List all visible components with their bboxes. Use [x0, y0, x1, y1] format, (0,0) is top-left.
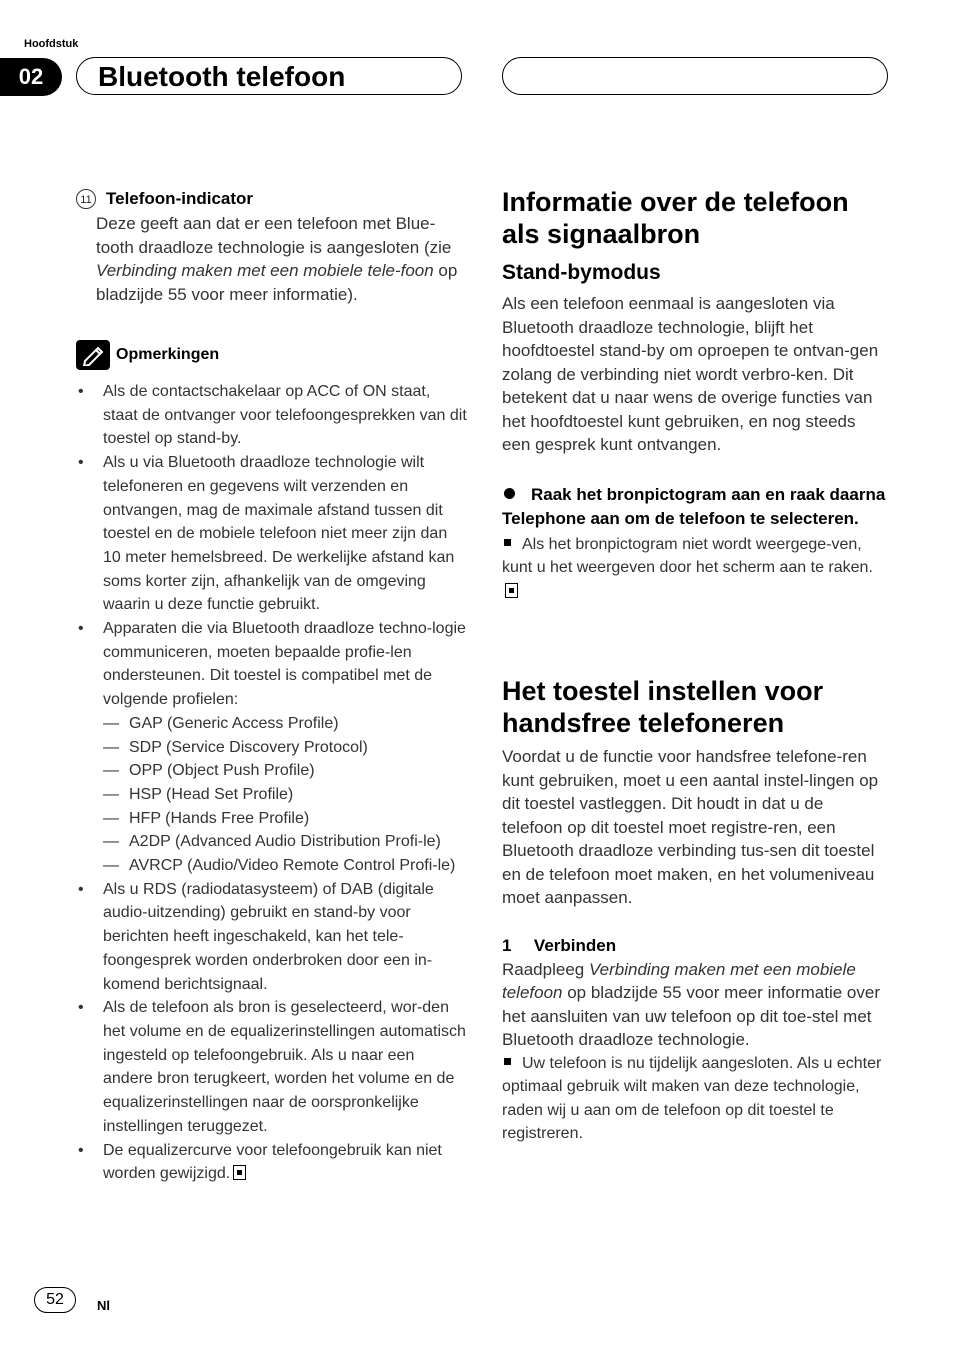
- step-text: Raadpleeg: [502, 959, 589, 979]
- step-title: Verbinden: [533, 935, 617, 955]
- end-of-section-icon: [505, 583, 518, 598]
- page-number: 52: [34, 1287, 76, 1313]
- item-telefoon-indicator: [76, 186, 468, 212]
- chapter-label: Hoofdstuk: [24, 38, 79, 50]
- note-item: [76, 617, 468, 878]
- step: [502, 934, 888, 958]
- pencil-icon: [76, 340, 110, 370]
- profile-item: — SDP (Service Discovery Protocol): [103, 736, 468, 760]
- profile-item: — OPP (Object Push Profile): [103, 759, 468, 783]
- item-text-continued: op bladzijde 55 voor meer informatie).: [96, 261, 458, 304]
- chapter-title: Bluetooth telefoon: [98, 61, 346, 92]
- right-column: [502, 186, 888, 1146]
- note-item: • Als de telefoon als bron is geselecteerd, wor-den het volume en de equalizerinstellingen automatisch ingesteld op telefoongebruik. Als u naar een andere bron terugkeert, worden het volume en de equalizerinstellingen naar de oorspronkelijke instellingen teruggezet.: [76, 996, 468, 1138]
- subsection-heading: Stand-bymodus: [502, 261, 661, 284]
- cross-reference-link: Verbinding maken met een mobiele tele-foon: [96, 261, 434, 280]
- profile-item: — GAP (Generic Access Profile): [103, 712, 468, 736]
- left-column: [76, 186, 468, 1186]
- note-item: • Als de contactschakelaar op ACC of ON staat, staat de ontvanger voor telefoongesprekken van dit toestel op stand-by.: [76, 380, 468, 451]
- chapter-number: 02: [0, 58, 62, 96]
- end-of-section-icon: [233, 1165, 246, 1180]
- note-text: De equalizercurve voor telefoongebruik kan niet worden gewijzigd.: [103, 1141, 442, 1183]
- section-title-frame: [502, 57, 888, 95]
- section-body: Voordat u de functie voor handsfree telefone-ren kunt gebruiken, moet u een aantal instel-lingen op dit toestel vastleggen. Dit houdt in dat u de telefoon op dit toestel moet registre-ren, een Bluetooth draadloze verbinding tus-sen dit toestel en de telefoon moet maken, en het volumeniveau moet aanpassen.: [502, 747, 879, 907]
- note-text: Als het bronpictogram niet wordt weergege-ven, kunt u het weergeven door het scherm aan te raken.: [502, 535, 873, 576]
- bullet-icon: [504, 488, 515, 499]
- note-text: Apparaten die via Bluetooth draadloze techno-logie communiceren, moeten bepaalde profie-len ondersteunen. Dit toestel is compatibel met de volgende profielen:: [103, 620, 466, 709]
- profile-item: — A2DP (Advanced Audio Distribution Profi-le): [103, 830, 468, 854]
- profile-item: — HSP (Head Set Profile): [103, 783, 468, 807]
- note-item: • Als u RDS (radiodatasysteem) of DAB (digitale audio-uitzending) gebruikt en stand-by voor berichten heeft ingeschakeld, kan het tele-foongesprek worden onderbroken door een in-komend berichtsignaal.: [76, 878, 468, 997]
- cross-reference-link: Verbinding maken met een mobiele telefoon: [502, 959, 856, 1002]
- item-heading: Telefoon-indicator: [106, 189, 254, 208]
- item-number-badge: 11: [76, 189, 96, 209]
- step-body: [502, 958, 888, 1052]
- square-bullet-icon: [504, 1058, 511, 1065]
- step-note: [502, 1052, 888, 1146]
- notes-title: Opmerkingen: [116, 346, 220, 363]
- item-description: [96, 212, 468, 306]
- profile-item: — AVRCP (Audio/Video Remote Control Profi-le): [103, 854, 468, 878]
- instruction: [502, 483, 888, 531]
- square-bullet-icon: [504, 539, 511, 546]
- item-text: Deze geeft aan dat er een telefoon met Blue-tooth draadloze technologie is aangesloten (zie: [96, 214, 452, 257]
- step-number: 1: [502, 935, 512, 955]
- step-text-continued: op bladzijde 55 voor meer informatie over het aansluiten van uw telefoon op dit toe-stel met Bluetooth draadloze technologie.: [502, 983, 880, 1049]
- instruction-text: Raak het bronpictogram aan en raak daarna Telephone aan om de telefoon te selecteren.: [502, 484, 886, 528]
- notes-list: [76, 380, 468, 1186]
- profile-item: — HFP (Hands Free Profile): [103, 807, 468, 831]
- section-heading: Het toestel instellen voor handsfree telefoneren: [502, 676, 824, 738]
- note-item: • Als u via Bluetooth draadloze technologie wilt telefoneren en gegevens wilt verzenden en ontvangen, mag de maximale afstand tussen dit toestel en de mobiele telefoon niet meer zijn dan 10 meter hemelsbreed. De werkelijke afstand kan soms korter zijn, afhankelijk van de omgeving waarin u deze functie gebruikt.: [76, 451, 468, 617]
- language-code: Nl: [97, 1298, 110, 1313]
- note-item: [76, 1139, 468, 1186]
- section-body: Als een telefoon eenmaal is aangesloten via Bluetooth draadloze technologie, blijft het hoofdtoestel stand-by om oproepen te ontvan-gen zolang de verbinding niet wordt verbro-ken. Dit betekent dat u naar wens de overige functies van het hoofdtoestel kunt gebruiken, en nog steeds een gesprek kunt ontvangen.: [502, 294, 879, 454]
- note-text: Uw telefoon is nu tijdelijk aangesloten. Als u echter optimaal gebruik wilt maken van deze technologie, raden wij u aan om de telefoon op dit toestel te registreren.: [502, 1054, 882, 1142]
- section-heading: Informatie over de telefoon als signaalbron: [502, 187, 849, 249]
- notes-header: [76, 340, 468, 370]
- profiles-list: [103, 712, 468, 878]
- instruction-note: [502, 533, 888, 604]
